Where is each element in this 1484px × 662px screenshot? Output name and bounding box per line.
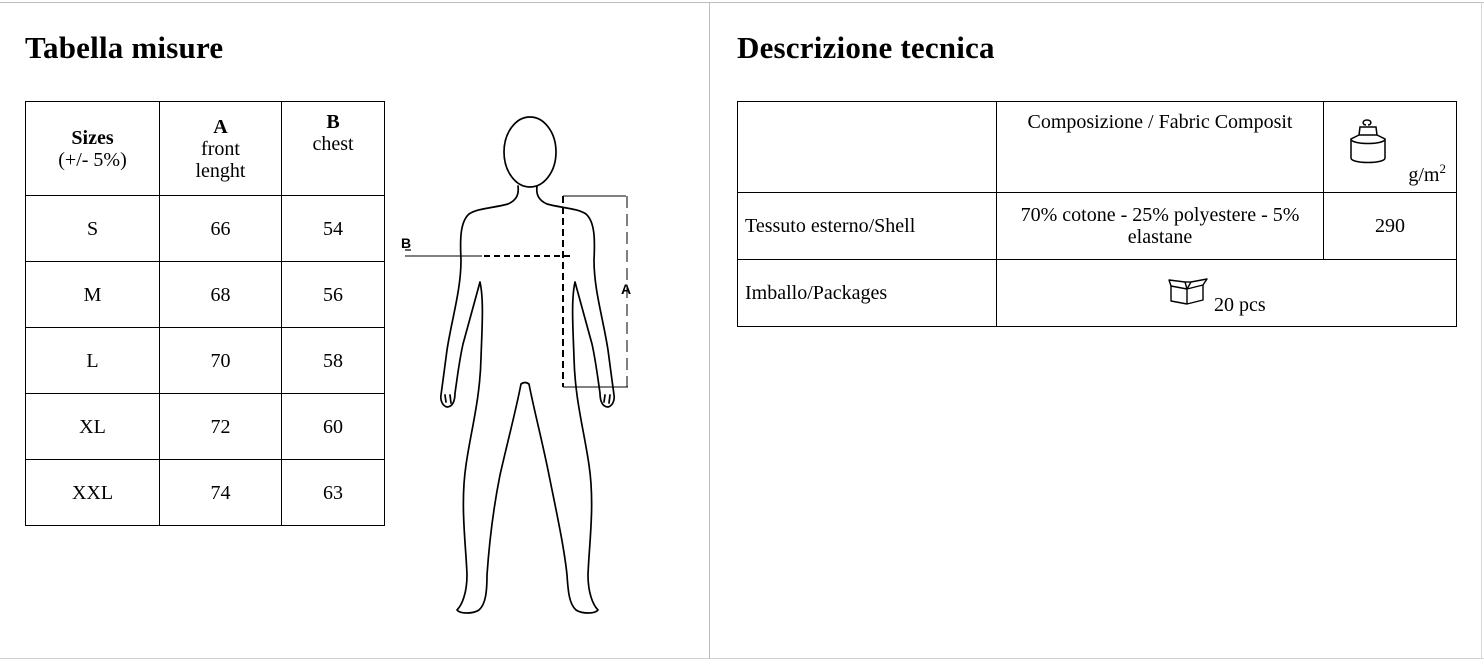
size-table-header-row [26, 102, 385, 196]
front-length-header-line2: lenght [195, 159, 246, 182]
section-divider [709, 2, 710, 659]
size-cell: XL [26, 394, 160, 460]
size-header-tolerance: (+/- 5%) [58, 148, 127, 171]
box-icon [1167, 276, 1209, 306]
size-chart-title: Tabella misure [25, 30, 224, 65]
chest-cell: 56 [282, 262, 385, 328]
weight-unit [1408, 161, 1446, 186]
size-header-title: Sizes [71, 126, 114, 149]
head-outline [504, 117, 556, 187]
front-length-cell: 72 [160, 394, 282, 460]
size-cell: XXL [26, 460, 160, 526]
front-length-cell: 70 [160, 328, 282, 394]
shell-weight-cell: 290 [1324, 193, 1457, 260]
weight-icon [1346, 118, 1390, 166]
table-row [26, 328, 385, 394]
chest-cell: 60 [282, 394, 385, 460]
label-a: A [621, 281, 632, 297]
left-hand-detail [445, 395, 451, 403]
weight-unit-base: g/m [1408, 164, 1440, 186]
front-length-header-cell [160, 102, 282, 196]
shell-composition-cell: 70% cotone - 25% polyestere - 5% elastane [997, 193, 1324, 260]
technical-description-title: Descrizione tecnica [737, 30, 995, 65]
front-length-cell: 66 [160, 196, 282, 262]
chest-cell: 54 [282, 196, 385, 262]
weight-header-cell [1324, 102, 1457, 193]
weight-unit-exponent: 2 [1439, 161, 1446, 176]
size-cell: S [26, 196, 160, 262]
packages-value: 20 pcs [1214, 294, 1266, 316]
chest-cell: 63 [282, 460, 385, 526]
front-length-header-line1: front [201, 137, 240, 160]
size-cell: L [26, 328, 160, 394]
chest-header-cell [282, 102, 385, 196]
table-row [26, 460, 385, 526]
chest-cell: 58 [282, 328, 385, 394]
table-row [26, 394, 385, 460]
right-hand-detail [604, 395, 610, 403]
table-row [26, 196, 385, 262]
composition-header-cell: Composizione / Fabric Composit [997, 102, 1324, 193]
top-border [0, 2, 1484, 3]
size-header-cell [26, 102, 160, 196]
table-row [26, 262, 385, 328]
packages-value-cell [997, 260, 1457, 327]
right-border [1481, 2, 1482, 659]
human-body-measurement-diagram [396, 108, 646, 628]
torso-outline [441, 186, 614, 613]
chest-header-letter: B [326, 111, 340, 133]
tech-header-row [738, 102, 1457, 193]
body-outline [441, 117, 614, 613]
size-table [25, 101, 385, 526]
size-cell: M [26, 262, 160, 328]
table-row [738, 193, 1457, 260]
table-row [738, 260, 1457, 327]
front-length-cell: 74 [160, 460, 282, 526]
chest-measurement-b [405, 250, 571, 256]
shell-label-cell: Tessuto esterno/Shell [738, 193, 997, 260]
chest-header-line1: chest [312, 133, 354, 155]
packages-label-cell: Imballo/Packages [738, 260, 997, 327]
label-b: B [401, 235, 412, 251]
technical-description-table [737, 101, 1457, 327]
front-length-header-letter: A [213, 115, 228, 138]
bottom-border [0, 658, 1484, 659]
empty-header-cell [738, 102, 997, 193]
front-length-cell: 68 [160, 262, 282, 328]
